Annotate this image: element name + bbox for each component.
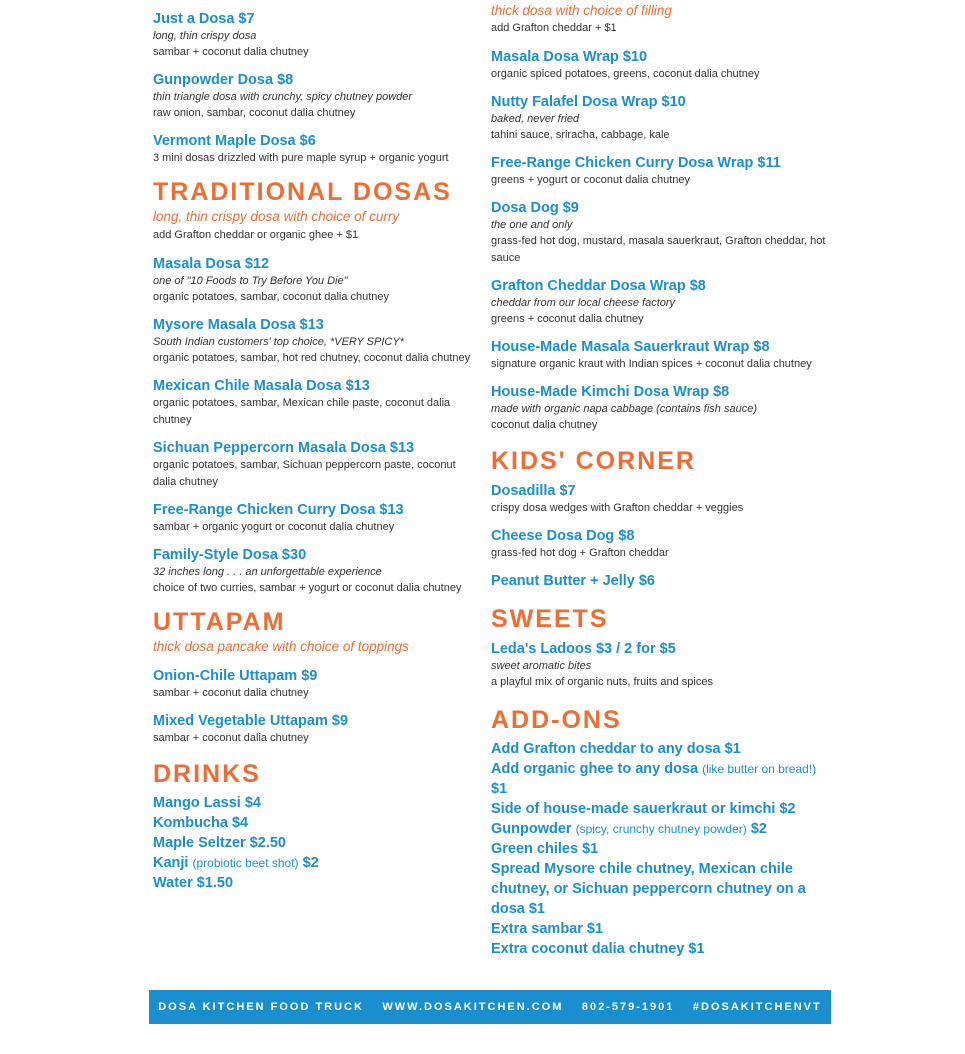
item-description: sambar + coconut dalia chutney (153, 687, 309, 699)
menu-item (491, 482, 836, 517)
addon-price: $2 (750, 821, 767, 837)
item-name: Dosadilla $7 (491, 483, 576, 499)
item-name: Masala Dosa Wrap $10 (491, 49, 648, 65)
item-tagline: baked, never fried (491, 113, 580, 125)
item-tagline: long, thin crispy dosa (153, 30, 257, 42)
footer-website-link[interactable]: WWW.DOSAKITCHEN.COM (382, 1001, 564, 1013)
menu-item (153, 377, 473, 429)
item-description: organic potatoes, sambar, Mexican chile paste, coconut dalia chutney (153, 397, 451, 426)
menu-item (153, 255, 473, 306)
item-name: Cheese Dosa Dog $8 (491, 528, 635, 544)
drink-note: (probiotic beet shot) (192, 856, 299, 870)
item-tagline: sweet aromatic bites (491, 660, 592, 672)
item-name: Sichuan Peppercorn Masala Dosa $13 (153, 440, 415, 456)
item-name: Free-Range Chicken Curry Dosa $13 (153, 502, 404, 518)
drink-item: Kombucha $4 (153, 815, 249, 831)
addon-note: (like butter on bread!) (702, 762, 817, 776)
item-description: 3 mini dosas drizzled with pure maple syrup + organic yogurt (153, 152, 449, 164)
drink-name: Kanji (153, 855, 189, 871)
item-name: Nutty Falafel Dosa Wrap $10 (491, 94, 686, 110)
item-name: Just a Dosa $7 (153, 11, 255, 27)
menu-item (491, 527, 836, 562)
item-description: organic spiced potatoes, greens, coconut dalia chutney (491, 68, 760, 80)
item-description: tahini sauce, sriracha, cabbage, kale (491, 129, 670, 141)
item-tagline: South Indian customers' top choice, *VERY SPICY* (153, 336, 404, 348)
addon-item: Extra coconut dalia chutney $1 (491, 941, 705, 957)
section-note: add Grafton cheddar or organic ghee + $1 (153, 229, 359, 241)
section-title-uttapam: UTTAPAM (153, 608, 286, 636)
menu-item (153, 667, 473, 702)
item-tagline: made with organic napa cabbage (contains fish sauce) (491, 403, 757, 415)
footer-phone[interactable]: 802-579-1901 (581, 1001, 675, 1013)
menu-item (491, 277, 836, 328)
menu-item (153, 501, 473, 536)
addon-item: Extra sambar $1 (491, 921, 604, 937)
item-description: organic potatoes, sambar, hot red chutney, coconut dalia chutney (153, 352, 471, 364)
item-name: House-Made Kimchi Dosa Wrap $8 (491, 384, 730, 400)
addon-price: $1 (491, 781, 508, 797)
addon-note: (spicy, crunchy chutney powder) (575, 822, 747, 836)
menu-item (153, 546, 473, 597)
item-description: greens + yogurt or coconut dalia chutney (491, 174, 691, 186)
item-tagline: one of "10 Foods to Try Before You Die" (153, 275, 348, 287)
item-tagline: thin triangle dosa with crunchy, spicy chutney powder (153, 91, 413, 103)
section-title-addons: ADD-ONS (491, 706, 622, 734)
menu-item (153, 316, 473, 367)
item-name: Onion-Chile Uttapam $9 (153, 668, 318, 684)
item-name: House-Made Masala Sauerkraut Wrap $8 (491, 339, 770, 355)
section-subtitle: thick dosa pancake with choice of toppings (153, 639, 409, 654)
addon-name: Gunpowder (491, 821, 572, 837)
menu-item (491, 154, 836, 189)
menu-item (153, 10, 473, 61)
item-description: crispy dosa wedges with Grafton cheddar + veggies (491, 502, 744, 514)
item-description: sambar + organic yogurt or coconut dalia chutney (153, 521, 395, 533)
addon-item: Spread Mysore chile chutney, Mexican chile chutney, or Sichuan peppercorn chutney on a dosa $1 (491, 861, 806, 917)
drink-item: Water $1.50 (153, 875, 234, 891)
menu-item (491, 572, 836, 590)
footer-brand: DOSA KITCHEN FOOD TRUCK (158, 1001, 364, 1013)
footer-hashtag: #DOSAKITCHENVT (692, 1001, 822, 1013)
menu-item (153, 71, 473, 122)
item-description: sambar + coconut dalia chutney (153, 732, 309, 744)
item-description: organic potatoes, sambar, coconut dalia chutney (153, 291, 390, 303)
menu-item (491, 199, 836, 267)
item-description: organic potatoes, sambar, Sichuan peppercorn paste, coconut dalia chutney (153, 459, 456, 488)
item-tagline: the one and only (491, 219, 573, 231)
section-subtitle: thick dosa with choice of filling (491, 3, 672, 18)
item-description: raw onion, sambar, coconut dalia chutney (153, 107, 356, 119)
item-tagline: cheddar from our local cheese factory (491, 297, 676, 309)
drink-price: $2 (302, 855, 319, 871)
item-name: Masala Dosa $12 (153, 256, 270, 272)
left-column (153, 0, 473, 893)
addon-item (491, 819, 836, 839)
item-description: greens + coconut dalia chutney (491, 313, 644, 325)
drink-item: Mango Lassi $4 (153, 795, 261, 811)
item-name: Peanut Butter + Jelly $6 (491, 573, 655, 589)
section-title-sweets: SWEETS (491, 605, 609, 633)
item-tagline: 32 inches long . . . an unforgettable experience (153, 566, 382, 578)
right-column (491, 0, 836, 959)
menu-item (491, 383, 836, 434)
item-description: coconut dalia chutney (491, 419, 598, 431)
menu-item (491, 640, 836, 691)
menu-item (491, 48, 836, 83)
addon-item: Green chiles $1 (491, 841, 599, 857)
menu-item (491, 93, 836, 144)
item-description: choice of two curries, sambar + yogurt or coconut dalia chutney (153, 582, 462, 594)
item-name: Mexican Chile Masala Dosa $13 (153, 378, 370, 394)
item-name: Dosa Dog $9 (491, 200, 579, 216)
addon-item (491, 759, 836, 799)
section-title-kids: KIDS' CORNER (491, 447, 696, 475)
section-title-drinks: DRINKS (153, 760, 261, 788)
item-name: Free-Range Chicken Curry Dosa Wrap $11 (491, 155, 781, 171)
item-description: a playful mix of organic nuts, fruits and spices (491, 676, 713, 688)
menu-item (491, 338, 836, 373)
addon-name: Add organic ghee to any dosa (491, 761, 699, 777)
item-name: Mixed Vegetable Uttapam $9 (153, 713, 349, 729)
item-name: Vermont Maple Dosa $6 (153, 133, 316, 149)
item-name: Grafton Cheddar Dosa Wrap $8 (491, 278, 706, 294)
item-name: Family-Style Dosa $30 (153, 547, 307, 563)
item-name: Mysore Masala Dosa $13 (153, 317, 324, 333)
item-description: signature organic kraut with Indian spices + coconut dalia chutney (491, 358, 812, 370)
item-description: sambar + coconut dalia chutney (153, 46, 309, 58)
drink-item: Maple Seltzer $2.50 (153, 835, 286, 851)
menu-item (153, 712, 473, 747)
section-title-traditional: TRADITIONAL DOSAS (153, 178, 452, 206)
drink-item (153, 853, 473, 873)
footer-bar (149, 990, 831, 1024)
item-description: grass-fed hot dog + Grafton cheddar (491, 547, 669, 559)
menu-item (153, 132, 473, 167)
item-name: Gunpowder Dosa $8 (153, 72, 294, 88)
menu-item (153, 439, 473, 491)
section-note: add Grafton cheddar + $1 (491, 22, 617, 34)
section-subtitle: long, thin crispy dosa with choice of curry (153, 209, 400, 224)
item-name: Leda's Ladoos $3 / 2 for $5 (491, 641, 676, 657)
addon-item: Side of house-made sauerkraut or kimchi $2 (491, 801, 796, 817)
item-description: grass-fed hot dog, mustard, masala sauerkraut, Grafton cheddar, hot sauce (491, 235, 826, 264)
addon-item: Add Grafton cheddar to any dosa $1 (491, 741, 741, 757)
